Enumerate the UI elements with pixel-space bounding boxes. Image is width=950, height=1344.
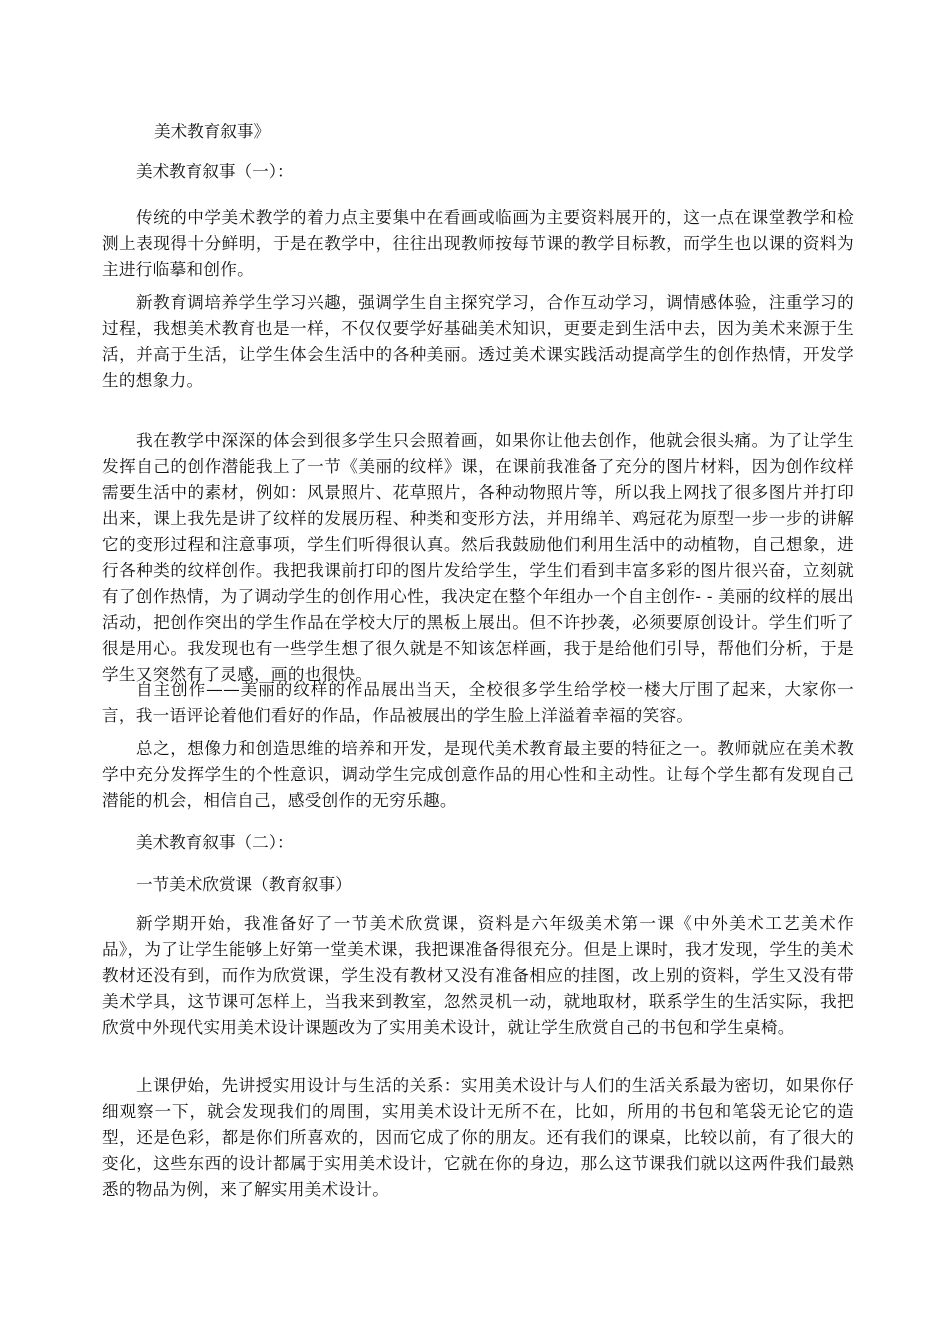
document-title: 美术教育叙事》 — [154, 122, 271, 141]
paragraph-5: 总之，想像力和创造思维的培养和开发，是现代美术教育最主要的特征之一。教师就应在美术教学中充分发挥学生的个性意识，调动学生完成创意作品的用心性和主动性。让每个学生都有发现自己潜能的机会，相信自己，感受创作的无穷乐趣。 — [102, 739, 854, 810]
paragraph-3: 我在教学中深深的体会到很多学生只会照着画，如果你让他去创作，他就会很头痛。为了让学生发挥自己的创作潜能我上了一节《美丽的纹样》课，在课前我准备了充分的图片材料，因为创作纹样需要生活中的素材，例如：风景照片、花草照片，各种动物照片等，所以我上网找了很多图片并打印出来，课上我先是讲了纹样的发展历程、种类和变形方法，并用绵羊、鸡冠花为原型一步一步的讲解它的变形过程和注意事项，学生们听得很认真。然后我鼓励他们利用生活中的动植物，自己想象，进行各种类的纹样创作。我把我课前打印的图片发给学生，学生们看到丰富多彩的图片很兴奋，立刻就有了创作热情，为了调动学生的创作用心性，我决定在整个年组办一个自主创作- - 美丽的纹样的展出活动，把创作突出的学生作品在学校大厅的黑板上展出。但不许抄袭，必须要原创设计。学生们听了很是用心。我发现也有一些学生想了很久就是不知该怎样画，我于是给他们引导，帮他们分析，于是学生又突然有了灵感，画的也很快。 — [102, 431, 854, 684]
section-heading-2: 美术教育叙事（二）： — [136, 833, 294, 852]
paragraph-6: 新学期开始，我准备好了一节美术欣赏课，资料是六年级美术第一课《中外美术工艺美术作品》，为了让学生能够上好第一堂美术课，我把课准备得很充分。但是上课时，我才发现，学生的美术教材还没有到，而作为欣赏课，学生没有教材又没有准备相应的挂图，改上别的资料，学生又没有带美术学具，这节课可怎样上，当我来到教室，忽然灵机一动，就地取材，联系学生的生活实际，我把欣赏中外现代实用美术设计课题改为了实用美术设计，就让学生欣赏自己的书包和学生桌椅。 — [102, 914, 854, 1037]
paragraph-4: 自主创作——美丽的纹样的作品展出当天，全校很多学生给学校一楼大厅围了起来，大家你一言，我一语评论着他们看好的作品，作品被展出的学生脸上洋溢着幸福的笑容。 — [102, 680, 854, 725]
paragraph-1: 传统的中学美术教学的着力点主要集中在看画或临画为主要资料展开的，这一点在课堂教学和检测上表现得十分鲜明，于是在教学中，往往出现教师按每节课的教学目标教，而学生也以课的资料为主进行临摹和创作。 — [102, 208, 854, 279]
paragraph-7: 上课伊始，先讲授实用设计与生活的关系：实用美术设计与人们的生活关系最为密切，如果你仔细观察一下，就会发现我们的周围，实用美术设计无所不在，比如，所用的书包和笔袋无论它的造型，还是色彩，都是你们所喜欢的，因而它成了你的朋友。还有我们的课桌，比较以前，有了很大的变化，这些东西的设计都属于实用美术设计，它就在你的身边，那么这节课我们就以这两件我们最熟悉的物品为例，来了解实用美术设计。 — [102, 1076, 854, 1199]
section-subheading: 一节美术欣赏课（教育叙事） — [136, 875, 352, 894]
section-heading-1: 美术教育叙事（一）： — [136, 162, 294, 181]
paragraph-2: 新教育调培养学生学习兴趣，强调学生自主探究学习，合作互动学习，调情感体验，注重学习的过程，我想美术教育也是一样，不仅仅要学好基础美术知识，更要走到生活中去，因为美术来源于生活，并高于生活，让学生体会生活中的各种美丽。透过美术课实践活动提高学生的创作热情，开发学生的想象力。 — [102, 293, 854, 390]
